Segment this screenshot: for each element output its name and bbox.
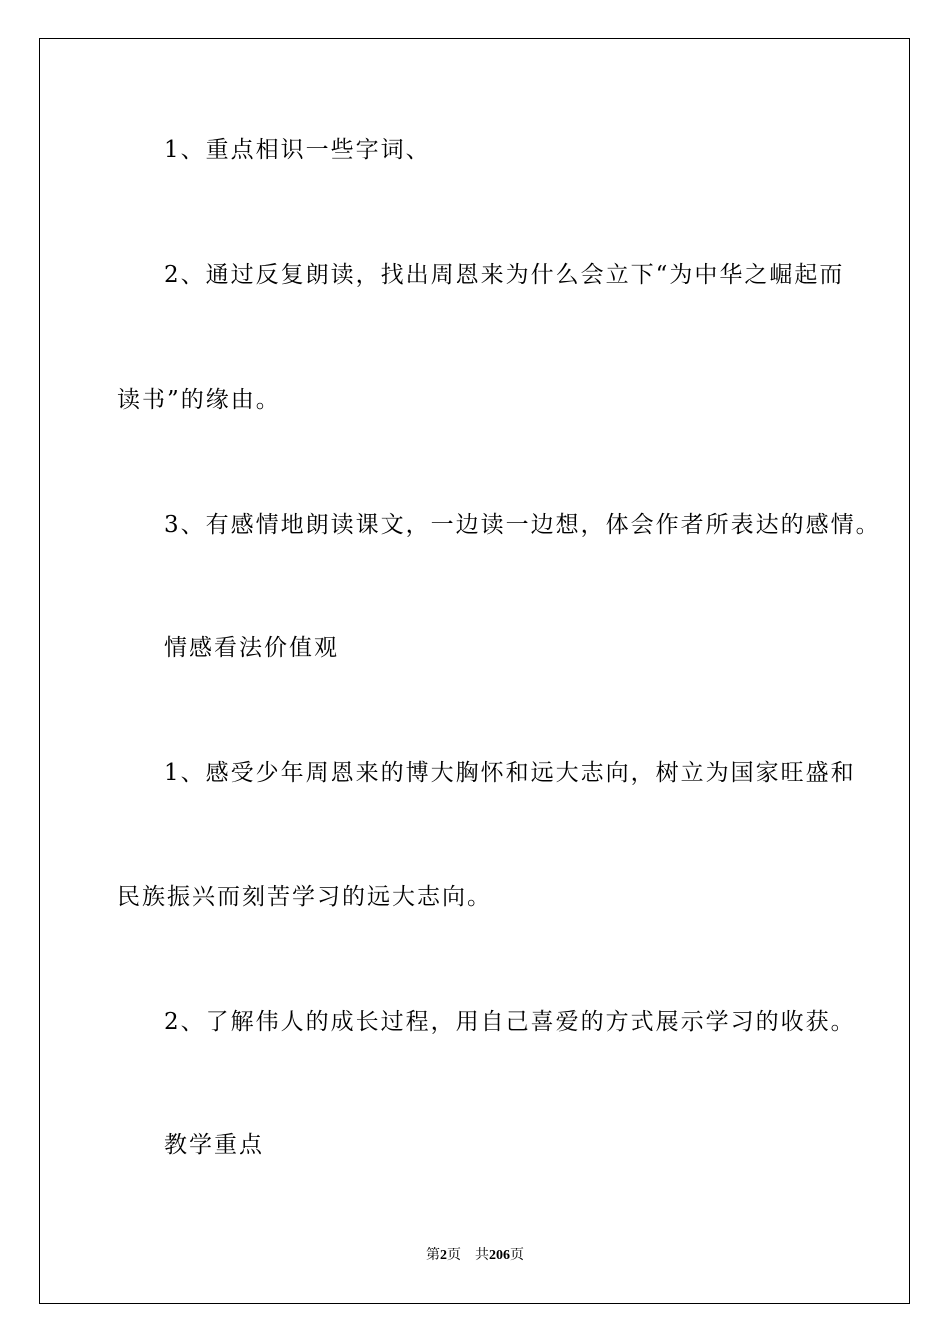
text-line-6: 1、感受少年周恩来的博大胸怀和远大志向，树立为国家旺盛和: [164, 760, 856, 786]
footer-page-suffix: 页: [447, 1248, 461, 1263]
text-line-1: 1、重点相识一些字词、: [164, 137, 431, 163]
text-line-8: 2、了解伟人的成长过程，用自己喜爱的方式展示学习的收获。: [164, 1009, 856, 1035]
section-heading-values: 情感看法价值观: [164, 635, 339, 661]
footer-page-number: 2: [440, 1248, 447, 1263]
page-frame: [39, 38, 910, 1304]
footer-total-pages: 206: [489, 1248, 510, 1263]
text-line-7: 民族振兴而刻苦学习的远大志向。: [117, 884, 492, 910]
footer-total-suffix: 页: [510, 1248, 524, 1263]
footer-total-prefix: 共: [475, 1248, 489, 1263]
section-heading-key-points: 教学重点: [164, 1132, 264, 1158]
text-line-4: 3、有感情地朗读课文，一边读一边想，体会作者所表达的感情。: [164, 512, 881, 538]
footer-page-prefix: 第: [426, 1248, 440, 1263]
page-footer: [0, 1246, 950, 1266]
text-line-3: 读书”的缘由。: [117, 387, 281, 413]
text-line-2: 2、通过反复朗读，找出周恩来为什么会立下“为中华之崛起而: [164, 262, 845, 288]
